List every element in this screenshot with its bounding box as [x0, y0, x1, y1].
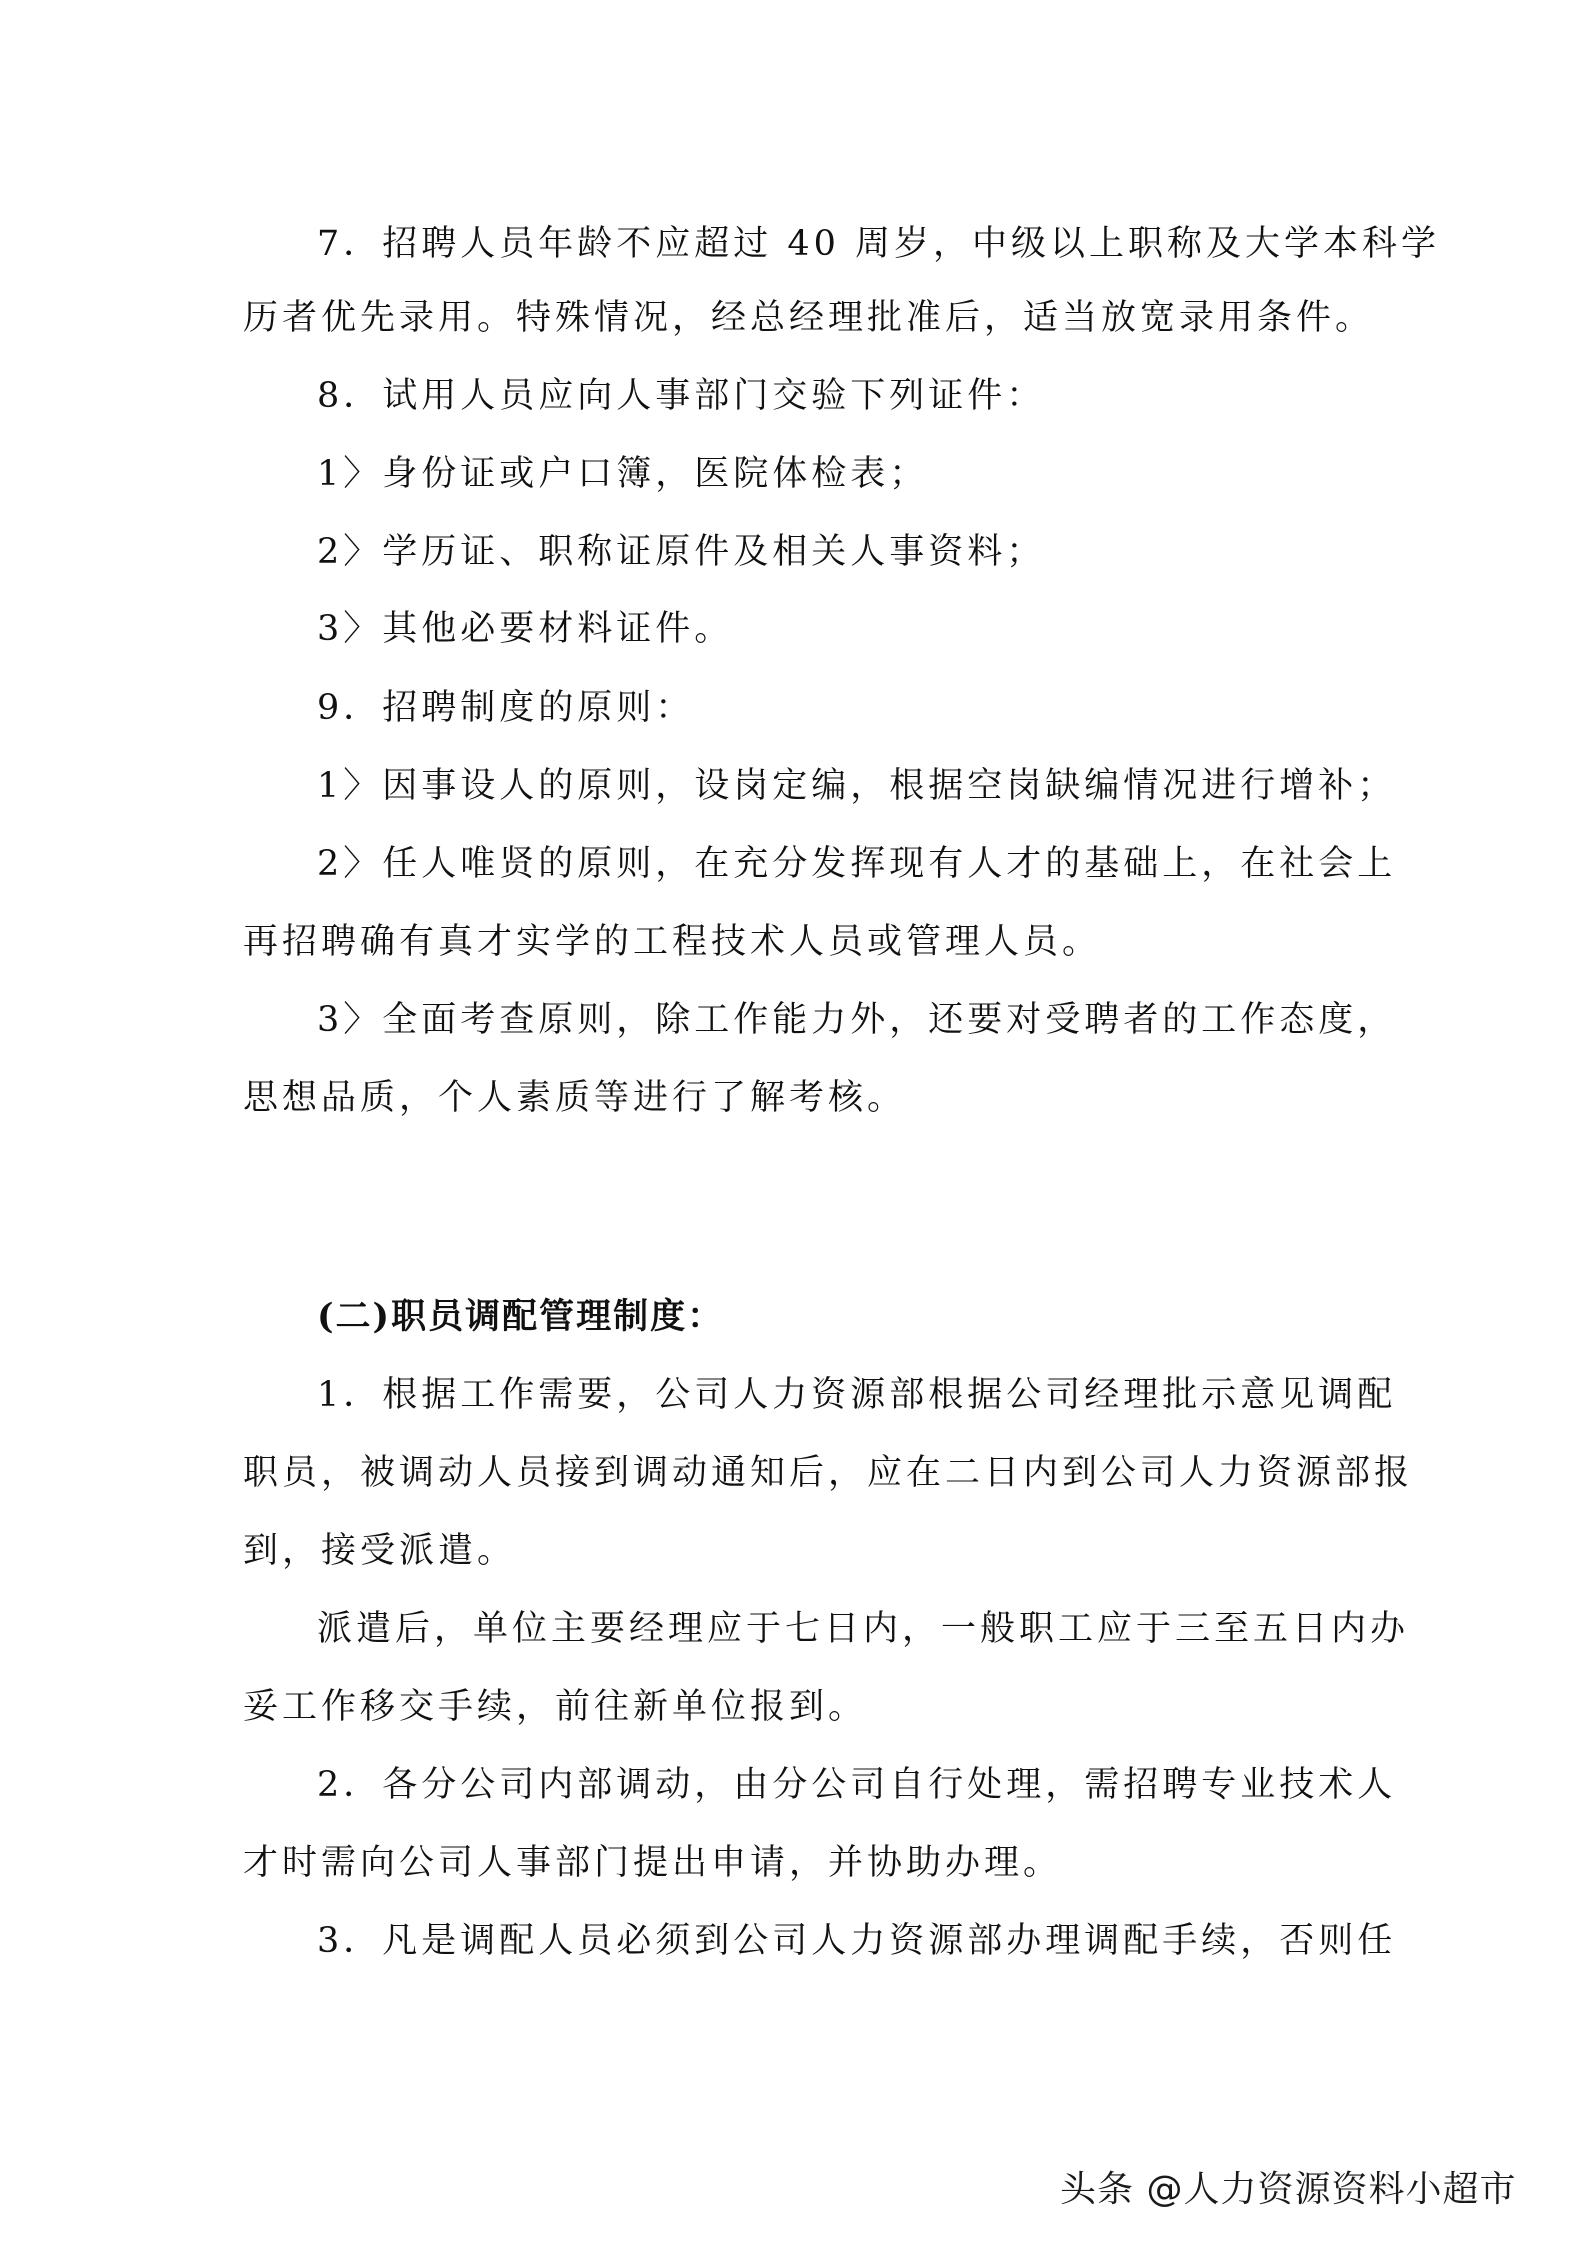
section-2-item-1-line-3: 到，接受派遣。 — [243, 1531, 517, 1571]
watermark: 头条 @人力资源资料小超市 — [1060, 2169, 1517, 2210]
paragraph-9: 9．招聘制度的原则： — [317, 688, 695, 728]
list-item-9-3-line-1: 3〉全面考查原则，除工作能力外，还要对受聘者的工作态度， — [317, 1000, 1397, 1040]
list-item-9-2-line-2: 再招聘确有真才实学的工程技术人员或管理人员。 — [243, 922, 1102, 962]
paragraph-7-line-2: 历者优先录用。特殊情况，经总经理批准后，适当放宽录用条件。 — [243, 298, 1375, 338]
list-item-8-1: 1〉身份证或户口簿，医院体检表； — [317, 454, 929, 494]
section-2-item-1-line-1: 1．根据工作需要，公司人力资源部根据公司经理批示意见调配 — [317, 1375, 1397, 1415]
list-item-8-2: 2〉学历证、职称证原件及相关人事资料； — [317, 532, 1046, 572]
section-2-item-2-line-2: 才时需向公司人事部门提出申请，并协助办理。 — [243, 1843, 1063, 1883]
section-2-paragraph-dispatch-line-1: 派遣后，单位主要经理应于七日内，一般职工应于三至五日内办 — [317, 1609, 1410, 1649]
paragraph-8: 8．试用人员应向人事部门交验下列证件： — [317, 376, 1046, 416]
section-2-paragraph-dispatch-line-2: 妥工作移交手续，前往新单位报到。 — [243, 1687, 868, 1727]
section-2-item-2-line-1: 2．各分公司内部调动，由分公司自行处理，需招聘专业技术人 — [317, 1765, 1397, 1805]
paragraph-7-line-1: 7．招聘人员年龄不应超过 40 周岁，中级以上职称及大学本科学 — [317, 224, 1441, 264]
section-heading: (二)职员调配管理制度： — [317, 1296, 725, 1337]
list-item-9-3-line-2: 思想品质，个人素质等进行了解考核。 — [243, 1078, 907, 1118]
list-item-8-3: 3〉其他必要材料证件。 — [317, 609, 734, 649]
section-2-item-1-line-2: 职员，被调动人员接到调动通知后，应在二日内到公司人力资源部报 — [243, 1453, 1414, 1493]
list-item-9-1: 1〉因事设人的原则，设岗定编，根据空岗缺编情况进行增补； — [317, 766, 1397, 806]
section-2-item-3-line-1: 3．凡是调配人员必须到公司人力资源部办理调配手续，否则任 — [317, 1921, 1397, 1961]
list-item-9-2-line-1: 2〉任人唯贤的原则，在充分发挥现有人才的基础上，在社会上 — [317, 844, 1397, 884]
